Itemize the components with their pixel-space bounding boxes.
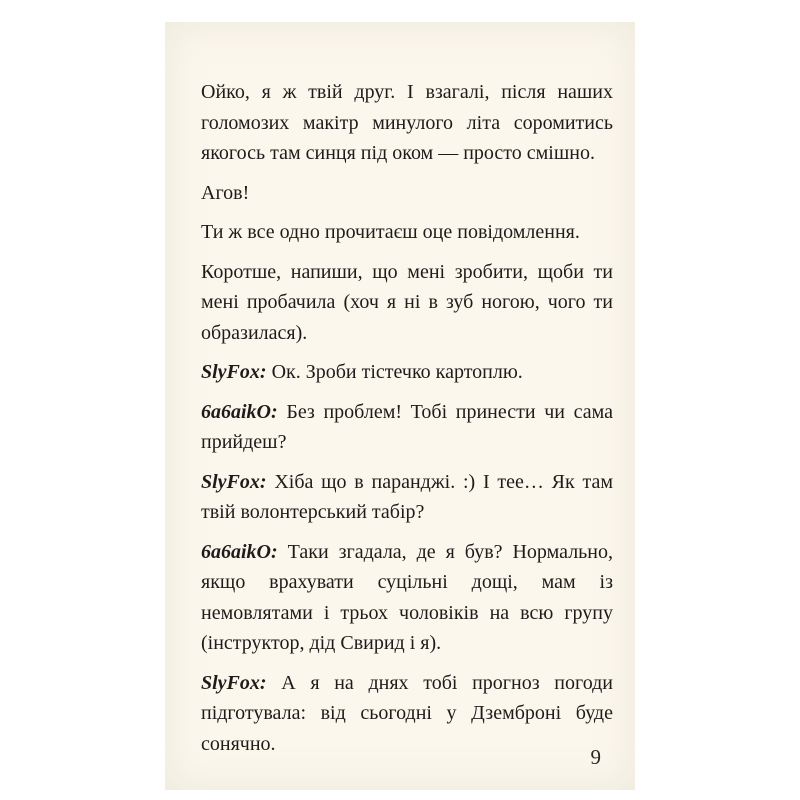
- paragraph: Агов!: [201, 181, 250, 204]
- chat-text: Без проблем! Тобі принести чи сама прийдеш?: [201, 400, 614, 453]
- chat-text: А я на днях тобі прогноз погоди підготувала: від сьогодні у Дземброні буде сонячно.: [201, 671, 613, 755]
- book-page: [165, 22, 635, 790]
- chat-speaker: SlyFox:: [201, 361, 267, 383]
- chat-speaker: 6a6aikO:: [201, 540, 278, 563]
- chat-speaker: SlyFox:: [201, 671, 267, 694]
- chat-text: Хіба що в паранджі. :) І тее… Як там твій волонтерський табір?: [201, 470, 613, 523]
- chat-message: [201, 467, 613, 528]
- paragraph: Ти ж все одно прочитаєш оце повідомлення.: [201, 221, 580, 243]
- paragraph: Коротше, напиши, що мені зробити, щоби ти мені пробачила (хоч я ні в зуб ногою, чого ти образилася).: [201, 260, 613, 344]
- paragraph: Ойко, я ж твій друг. І взагалі, після наших голомозих макітр минулого літа соромитись якогось там синця під оком — просто смішно.: [201, 81, 613, 164]
- chat-message: [201, 537, 613, 659]
- chat-text: Таки згадала, де я був? Нормально, якщо врахувати суцільні дощі, мам із немовлятами і трьох чоловіків на всю групу (інструктор, дід Свирид і я).: [201, 540, 614, 654]
- chat-message: [201, 357, 613, 388]
- chat-text: Ок. Зроби тістечко картоплю.: [271, 361, 523, 383]
- chat-message: [201, 397, 613, 458]
- chat-speaker: 6a6aikO:: [201, 400, 278, 423]
- chat-speaker: SlyFox:: [201, 470, 267, 493]
- page-number: 9: [590, 745, 601, 769]
- chat-message: [201, 668, 613, 760]
- page-text: [201, 77, 613, 768]
